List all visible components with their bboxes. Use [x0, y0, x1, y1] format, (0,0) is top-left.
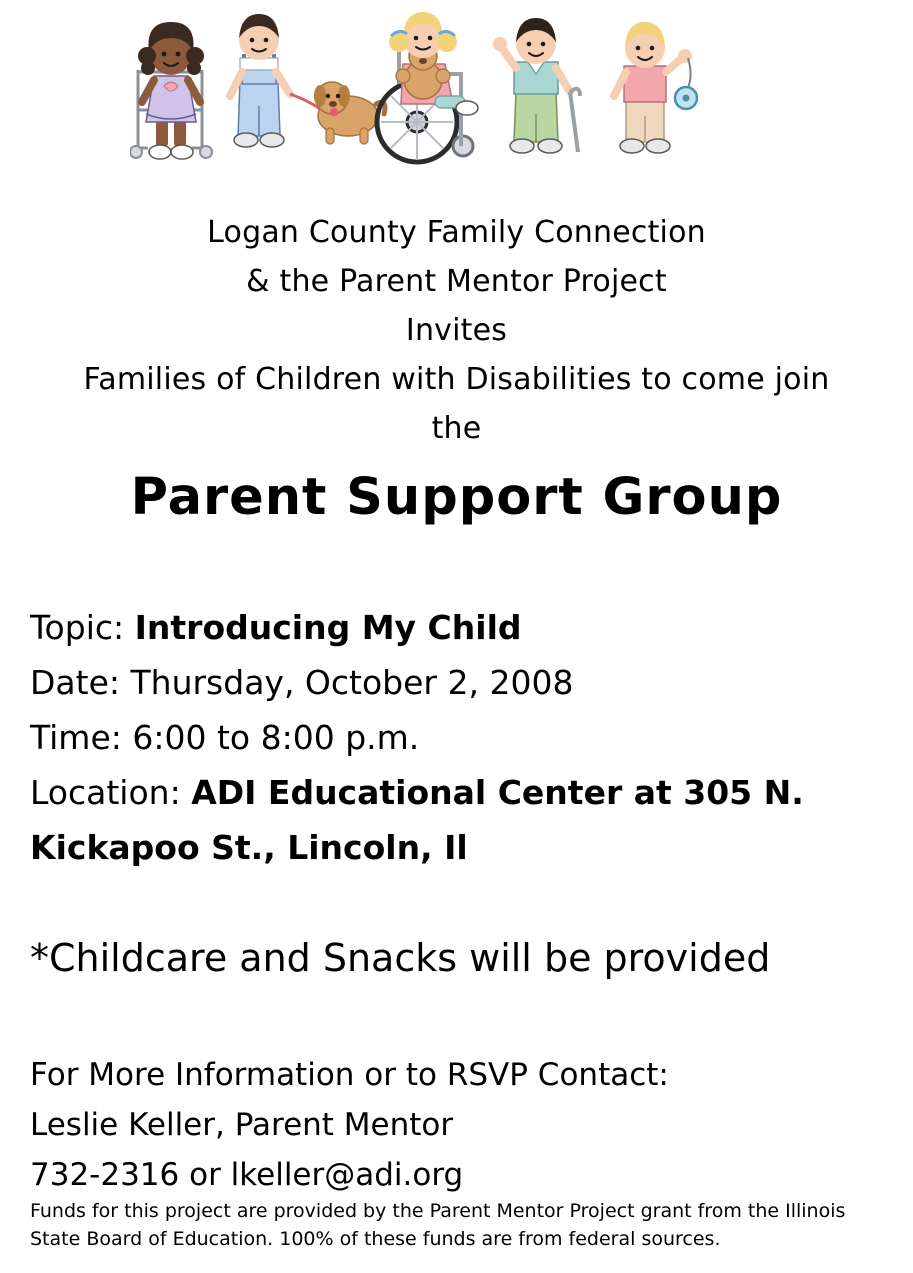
girl-in-wheelchair-figure [377, 12, 478, 162]
event-details [30, 600, 900, 875]
clipart-banner [130, 10, 750, 170]
detail-row-date [30, 655, 900, 710]
invite-line-5: the [431, 411, 482, 446]
invite-line-2: & the Parent Mentor Project [246, 264, 667, 299]
detail-label-location: Location: [30, 773, 181, 812]
contact-phone-email: 732-2316 or lkeller@adi.org [30, 1157, 464, 1193]
detail-row-location [30, 765, 900, 875]
boy-with-dog-figure [230, 14, 385, 147]
detail-value-location: ADI Educational Center at 305 N. Kickapoo St., Lincoln, Il [30, 773, 804, 867]
invitation-text [30, 208, 883, 453]
boy-with-yoyo-figure [614, 22, 697, 153]
invite-line-4: Families of Children with Disabilities to come join [83, 362, 830, 397]
detail-row-topic [30, 600, 900, 655]
childcare-note: *Childcare and Snacks will be provided [30, 936, 771, 980]
contact-heading: For More Information or to RSVP Contact: [30, 1057, 669, 1093]
detail-label-date: Date: [30, 663, 120, 702]
detail-label-topic: Topic: [30, 608, 125, 647]
contact-block [30, 1050, 900, 1200]
page-title: Parent Support Group [130, 468, 783, 527]
invite-line-3: Invites [405, 313, 508, 348]
boy-waving-figure [493, 18, 580, 153]
detail-label-time: Time: [30, 718, 122, 757]
invite-line-1: Logan County Family Connection [207, 215, 706, 250]
contact-name: Leslie Keller, Parent Mentor [30, 1107, 454, 1143]
girl-with-walker-figure [130, 22, 212, 159]
detail-value-topic: Introducing My Child [134, 608, 522, 647]
detail-value-time: 6:00 to 8:00 p.m. [132, 718, 420, 757]
children-clipart-svg [130, 10, 750, 170]
funding-footnote: Funds for this project are provided by the Parent Mentor Project grant from the Illinois State Board of Education. 100% of these funds are from federal sources. [30, 1200, 846, 1250]
detail-value-date: Thursday, October 2, 2008 [130, 663, 574, 702]
detail-row-time [30, 710, 900, 765]
